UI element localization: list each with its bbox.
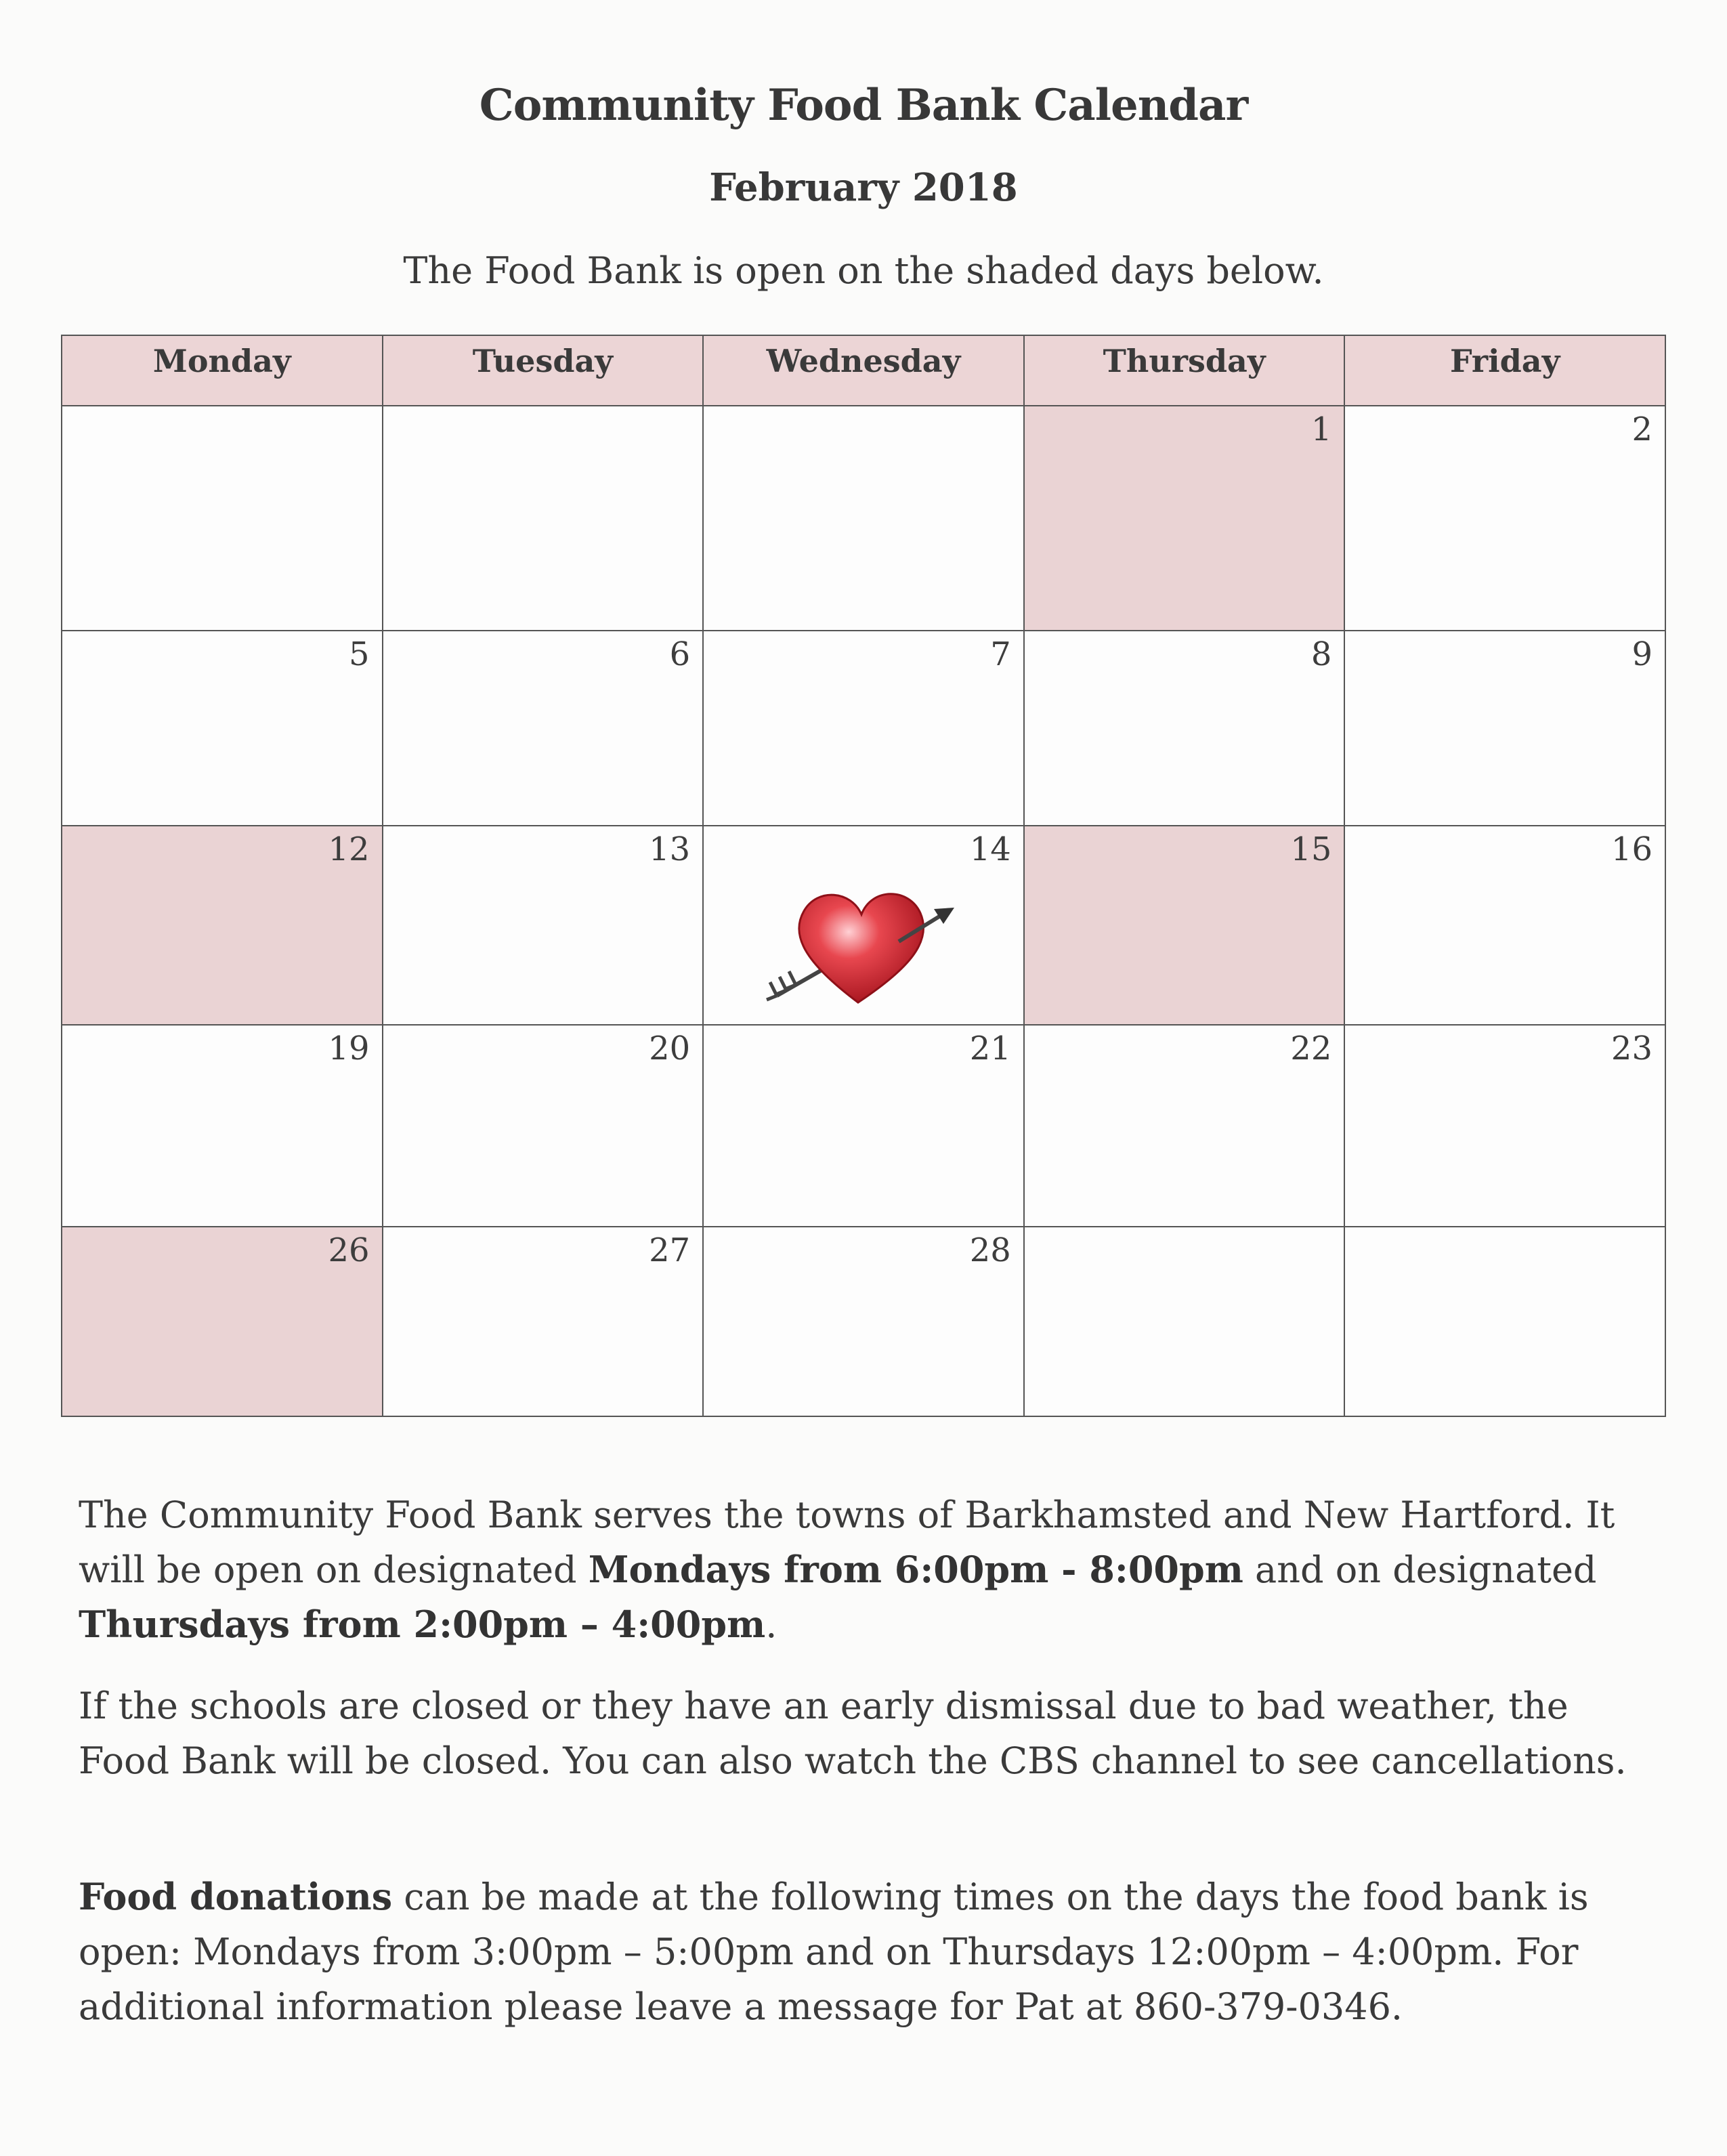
day-cell: [703, 631, 1024, 826]
weekday-monday: Monday: [62, 335, 383, 406]
week-row: [62, 1227, 1665, 1416]
day-cell: [703, 826, 1024, 1025]
day-number: [383, 406, 703, 410]
day-number: 2: [1632, 410, 1653, 448]
day-cell: [62, 1025, 383, 1227]
week-row: [62, 406, 1665, 631]
thursday-hours: Thursdays from 2:00pm – 4:00pm: [79, 1603, 766, 1646]
day-number: 28: [969, 1231, 1011, 1269]
day-number: 22: [1290, 1030, 1332, 1068]
weather-closure-paragraph: If the schools are closed or they have an early dismissal due to bad weather, the Food Bank will be closed. You can also watch the CBS channel to see cancellations.: [79, 1685, 1627, 1782]
day-number: 20: [649, 1030, 691, 1068]
month-heading: February 2018: [709, 165, 1018, 210]
day-cell: [1344, 1227, 1665, 1416]
donations-label: Food donations: [79, 1875, 393, 1918]
day-number: 8: [1310, 635, 1332, 673]
donations-text: can be made at the following times on the days the food bank is open: Mondays from 3:00pm – 5:00pm and on Thursdays 12:00pm – 4:00pm. For additional information please leave a message for Pat at 860-379-0346.: [79, 1876, 1589, 2028]
monday-hours: Mondays from 6:00pm - 8:00pm: [588, 1548, 1243, 1591]
day-number: 13: [649, 830, 691, 868]
day-number: 12: [328, 830, 370, 868]
day-number: 9: [1632, 635, 1653, 673]
day-cell: [1024, 406, 1345, 631]
day-cell: [62, 826, 383, 1025]
day-number: 14: [969, 830, 1011, 868]
weekday-header-row: [62, 335, 1665, 406]
day-cell: [703, 406, 1024, 631]
day-number: [704, 406, 1023, 410]
day-cell: [62, 406, 383, 631]
donations-paragraph: [79, 1869, 1657, 2034]
weekday-thursday: Thursday: [1024, 335, 1345, 406]
day-number: 15: [1290, 830, 1332, 868]
day-cell: [1344, 826, 1665, 1025]
day-cell: [383, 1025, 704, 1227]
day-number: 19: [328, 1030, 370, 1068]
service-text-1: The Community Food Bank serves the towns of Barkhamsted and New Hartford. It will be open on designated: [79, 1494, 1615, 1591]
day-number: 21: [969, 1030, 1011, 1068]
service-text-3: .: [765, 1603, 777, 1646]
day-number: 23: [1611, 1030, 1653, 1068]
day-number: [62, 406, 382, 410]
page-title: Community Food Bank Calendar: [479, 80, 1248, 131]
day-number: [1025, 1227, 1344, 1231]
day-number: 1: [1310, 410, 1332, 448]
weekday-wednesday: Wednesday: [703, 335, 1024, 406]
day-number: 5: [349, 635, 370, 673]
week-row: [62, 1025, 1665, 1227]
day-cell: [703, 1227, 1024, 1416]
intro-text: The Food Bank is open on the shaded days below.: [403, 249, 1324, 292]
heart-with-arrow-icon: [763, 874, 960, 1009]
day-number: [1345, 1227, 1665, 1231]
day-cell: [1024, 631, 1345, 826]
day-number: 7: [990, 635, 1011, 673]
day-number: 27: [649, 1231, 691, 1269]
week-row: [62, 826, 1665, 1025]
service-text-2: and on designated: [1243, 1548, 1597, 1591]
day-cell: [383, 826, 704, 1025]
calendar-table: [61, 335, 1666, 1417]
day-cell: [1024, 1025, 1345, 1227]
weekday-friday: Friday: [1344, 335, 1665, 406]
day-cell: [383, 1227, 704, 1416]
week-row: [62, 631, 1665, 826]
day-cell: [1344, 631, 1665, 826]
day-number: 16: [1611, 830, 1653, 868]
day-cell: [1024, 826, 1345, 1025]
day-cell: [383, 406, 704, 631]
day-cell: [1344, 1025, 1665, 1227]
weekday-tuesday: Tuesday: [383, 335, 704, 406]
day-number: 26: [328, 1231, 370, 1269]
service-info-paragraph: [79, 1487, 1657, 1652]
day-cell: [703, 1025, 1024, 1227]
day-cell: [62, 631, 383, 826]
day-cell: [62, 1227, 383, 1416]
day-cell: [383, 631, 704, 826]
day-cell: [1344, 406, 1665, 631]
day-cell: [1024, 1227, 1345, 1416]
day-number: 6: [669, 635, 691, 673]
